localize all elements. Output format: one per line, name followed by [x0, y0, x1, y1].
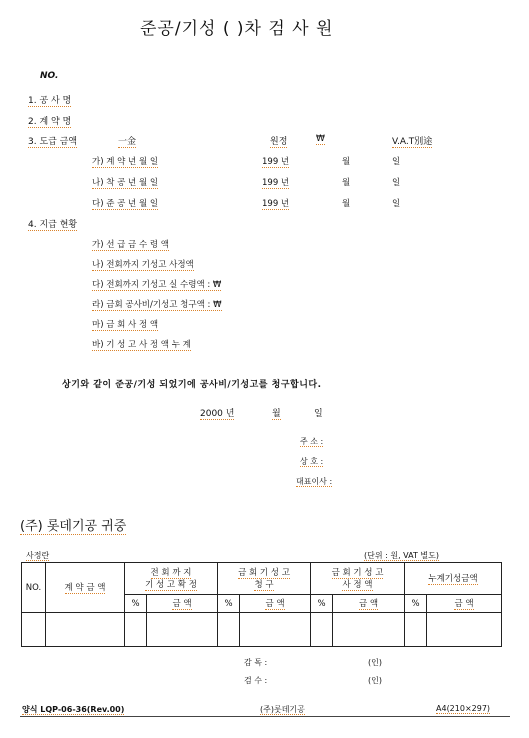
header-previous-progress: 전 회 까 지 기 성 고 확 정	[125, 563, 218, 595]
advance-payment-row: 가) 선 급 금 수 령 액	[92, 240, 170, 250]
signer-address-label: 주 소 :	[300, 437, 324, 446]
claim-statement: 상기와 같이 준공/기성 되었기에 공사비/기성고를 청구합니다.	[62, 380, 322, 390]
contract-date-label: 가) 계 약 년 월 일	[92, 157, 159, 167]
claim-date-year: 2000 년	[200, 409, 235, 419]
payment-status-label: 4. 지급 현황	[28, 220, 78, 230]
document-number-label: NO.	[40, 71, 59, 81]
completion-date-label: 다) 준 공 년 월 일	[92, 199, 159, 209]
cell-prev-pct[interactable]	[125, 613, 147, 647]
contract-date-day: 일	[392, 157, 401, 167]
header-no: NO.	[22, 563, 46, 613]
paper-size: A4(210×297)	[436, 704, 491, 713]
assessment-table	[21, 562, 502, 647]
sub-pct: %	[311, 595, 333, 613]
table-row	[22, 613, 502, 647]
completion-date-day: 일	[392, 199, 401, 209]
start-date-day: 일	[392, 178, 401, 188]
cell-contract-amount[interactable]	[46, 613, 125, 647]
cumulative-assessed-row: 바) 기 성 고 사 정 액 누 계	[92, 340, 191, 350]
completion-date-month: 월	[342, 199, 351, 209]
form-number: 양식 LQP-06-36(Rev.00)	[22, 705, 125, 714]
current-claim-row: 라) 금회 공사비/기성고 청구액 : ₩	[92, 300, 222, 310]
footer-divider	[20, 716, 510, 717]
recipient-line: (주) 롯데기공 귀중	[20, 519, 127, 534]
header-current-assessed: 금 회 기 성 고 사 정 액	[311, 563, 405, 595]
assessment-caption: 사정란	[26, 551, 50, 560]
start-date-label: 나) 착 공 년 월 일	[92, 178, 159, 188]
contract-date-year: 199 년	[262, 157, 290, 167]
cell-prev-amount[interactable]	[147, 613, 218, 647]
cell-claim-amount[interactable]	[240, 613, 311, 647]
start-date-month: 월	[342, 178, 351, 188]
contract-amount-prefix: 一金	[118, 137, 137, 147]
inspector-seal: (인)	[368, 658, 382, 667]
start-date-year: 199 년	[262, 178, 290, 188]
cell-cum-amount[interactable]	[427, 613, 502, 647]
contract-amount-label: 3. 도급 금액	[28, 137, 78, 147]
sub-pct: %	[405, 595, 427, 613]
vat-note: V.A.T別途	[392, 137, 433, 147]
unit-caption: (단위 : 원, VAT 별도)	[364, 551, 439, 560]
contract-date-month: 월	[342, 157, 351, 167]
cell-assess-pct[interactable]	[311, 613, 333, 647]
claim-date-month: 월	[272, 409, 281, 419]
footer-company: (주)롯데기공	[260, 705, 305, 714]
checker-label: 검 수 :	[244, 676, 268, 685]
cell-cum-pct[interactable]	[405, 613, 427, 647]
construction-name-label: 1. 공 사 명	[28, 96, 72, 106]
sub-amount: 금 액	[240, 595, 311, 613]
sub-amount: 금 액	[427, 595, 502, 613]
contract-amount-currency: ₩	[316, 134, 325, 144]
contract-amount-won: 원정	[270, 137, 288, 147]
sub-amount: 금 액	[147, 595, 218, 613]
completion-date-year: 199 년	[262, 199, 290, 209]
cell-claim-pct[interactable]	[218, 613, 240, 647]
header-cumulative: 누계기성금액	[405, 563, 502, 595]
sub-amount: 금 액	[333, 595, 405, 613]
previous-received-row: 다) 전회까지 기성고 실 수령액 : ₩	[92, 280, 222, 290]
previous-assessed-row: 나) 전회까지 기성고 사정액	[92, 260, 194, 270]
header-current-claim: 금 회 기 성 고 청 구	[218, 563, 311, 595]
current-assessed-row: 마) 금 회 사 정 액	[92, 320, 159, 330]
header-contract-amount: 계 약 금 액	[46, 563, 125, 613]
cell-assess-amount[interactable]	[333, 613, 405, 647]
sub-pct: %	[218, 595, 240, 613]
claim-date-day: 일	[314, 409, 323, 419]
sub-pct: %	[125, 595, 147, 613]
signer-company-label: 상 호 :	[300, 457, 324, 466]
checker-seal: (인)	[368, 676, 382, 685]
contract-name-label: 2. 계 약 명	[28, 117, 72, 127]
signer-ceo-label: 대표이사 :	[296, 477, 333, 486]
inspector-label: 감 독 :	[244, 658, 268, 667]
cell-no[interactable]	[22, 613, 46, 647]
document-title: 준공/기성 ( )차 검 사 원	[140, 19, 334, 39]
